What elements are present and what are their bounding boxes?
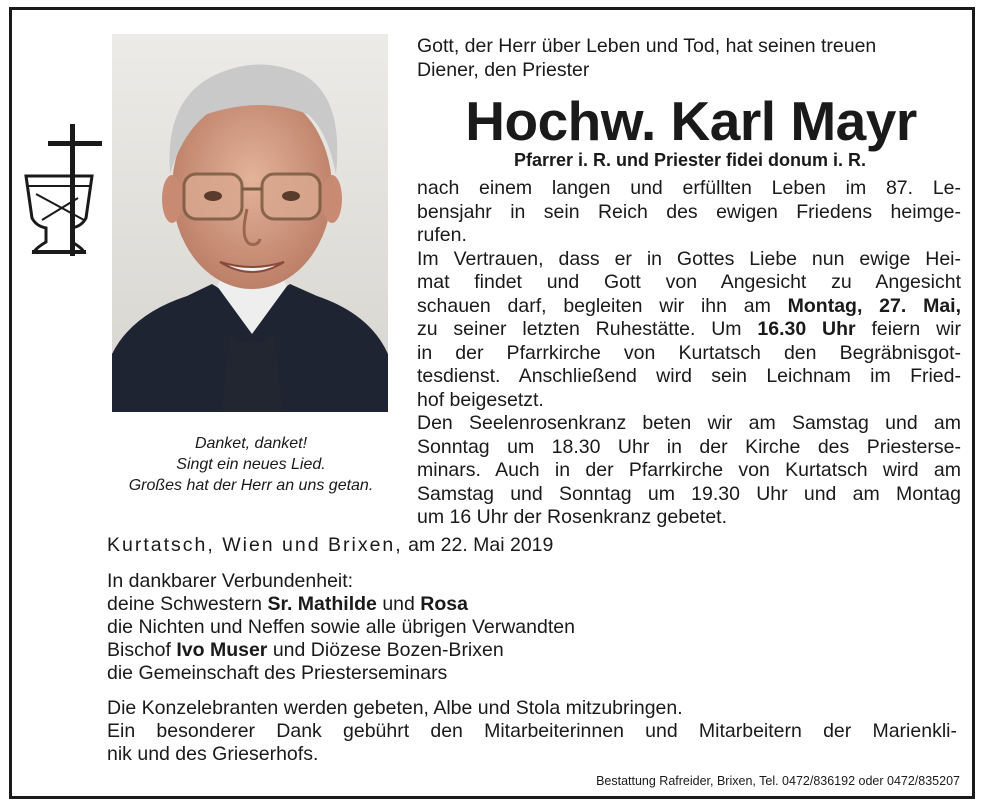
place-names: Kurtatsch, Wien und Brixen, [107, 534, 403, 556]
portrait-photo [112, 34, 388, 412]
note-line: Ein besonderer Dank gebührt den Mitarbeiterinnen und Mitarbeitern der Marienkli- [107, 720, 957, 742]
deceased-role: Pfarrer i. R. und Priester fidei donum i. R. [513, 150, 867, 170]
mourner-text: und [382, 593, 415, 615]
mourner-text: und Diözese Bozen-Brixen [272, 639, 504, 661]
mourner-line: die Nichten und Neffen sowie alle übrigen Verwandten [107, 616, 575, 638]
body-line: um 16 Uhr der Rosenkranz gebetet. [417, 506, 728, 528]
body-text: feiern wir [871, 318, 961, 340]
note-line: Die Konzelebranten werden gebeten, Albe und Stola mitzubringen. [107, 697, 683, 719]
body-line [417, 295, 961, 319]
mourners-list [107, 570, 575, 685]
body-line: Sonntag um 18.30 Uhr in der Kirche des Priesterse- [417, 435, 961, 458]
announcement-date: am 22. Mai 2019 [408, 534, 554, 556]
mourner-line [107, 639, 575, 662]
body-line [417, 318, 961, 342]
body-line: bensjahr in sein Reich des ewigen Friedens heimge- [417, 200, 961, 223]
cross-chalice-icon [22, 124, 108, 264]
body-line: tesdienst. Anschließend wird sein Leichnam im Fried- [417, 365, 961, 387]
body-line: Samstag und Sonntag um 19.30 Uhr und am Montag [417, 482, 961, 505]
psalm-quote [102, 433, 400, 496]
funeral-home-footer: Bestattung Rafreider, Brixen, Tel. 0472/836192 oder 0472/835207 [596, 774, 960, 788]
mourner-name: Rosa [420, 593, 468, 615]
body-line: hof beigesetzt. [417, 388, 544, 411]
intro-line: Diener, den Priester [417, 59, 590, 81]
body-line: mat findet und Gott von Angesicht zu Angesicht [417, 271, 961, 293]
mourner-name: Sr. Mathilde [267, 593, 377, 615]
intro-text [417, 34, 963, 82]
mourner-line: die Gemeinschaft des Priesterseminars [107, 662, 448, 684]
psalm-line: Großes hat der Herr an uns getan. [128, 477, 374, 494]
body-line: in der Pfarrkirche von Kurtatsch den Begräbnisgot- [417, 341, 961, 364]
funeral-time: 16.30 Uhr [757, 318, 856, 340]
mourner-text: Bischof [107, 639, 171, 661]
body-text: schauen darf, begleiten wir ihn am [417, 294, 771, 317]
mourner-name: Ivo Muser [176, 639, 268, 661]
body-text: zu seiner letzten Ruhestätte. Um [417, 318, 742, 340]
body-line: Im Vertrauen, dass er in Gottes Liebe nun ewige Hei- [417, 247, 961, 270]
mourner-text: deine Schwestern [107, 593, 263, 615]
funeral-date: Montag, 27. Mai, [787, 294, 961, 317]
psalm-line: Singt ein neues Lied. [176, 456, 326, 473]
body-line: nach einem langen und erfüllten Leben im 87. Le- [417, 177, 961, 199]
obituary-frame [9, 7, 975, 799]
mourner-line [107, 593, 575, 616]
body-line: minars. Auch in der Pfarrkirche von Kurtatsch wird am [417, 459, 961, 481]
mourners-heading: In dankbarer Verbundenheit: [107, 570, 354, 592]
body-line: Den Seelenrosenkranz beten wir am Samstag und am [417, 412, 961, 434]
place-date-line [107, 533, 553, 557]
main-announcement [417, 177, 961, 530]
closing-notes [107, 697, 957, 766]
intro-line: Gott, der Herr über Leben und Tod, hat seinen treuen [417, 35, 877, 57]
note-line: nik und des Grieserhofs. [107, 743, 319, 765]
body-line: rufen. [417, 224, 467, 246]
psalm-line: Danket, danket! [194, 435, 308, 452]
deceased-name: Hochw. Karl Mayr [465, 90, 917, 152]
